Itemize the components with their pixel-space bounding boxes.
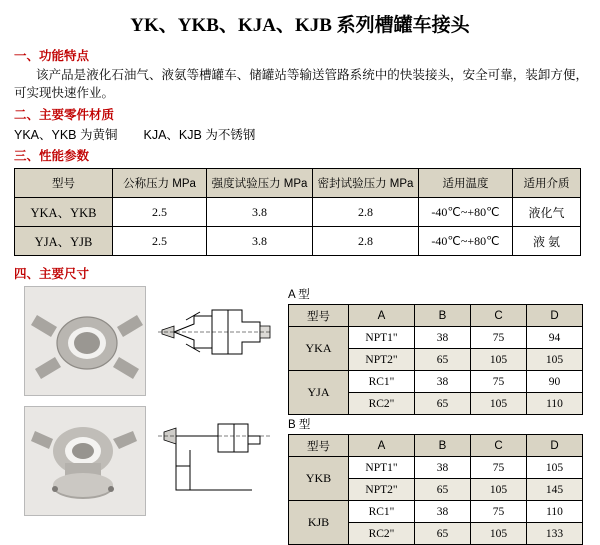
product-photo-a [24, 286, 146, 396]
dimA-r1-b: 65 [415, 349, 471, 371]
dimension-table-a [288, 304, 583, 415]
dimA-r3-a: RC2" [349, 393, 415, 415]
table-header-row [15, 169, 581, 198]
table-row [15, 227, 581, 256]
material-left: YKA、YKB 为黄铜 [14, 128, 118, 143]
dimA-r1-d: 105 [527, 349, 583, 371]
performance-table [14, 168, 581, 256]
dimA-r1-c: 105 [471, 349, 527, 371]
dimB-r0-a: NPT1" [349, 457, 415, 479]
dimension-block-b [288, 416, 583, 545]
dimension-table-b [288, 434, 583, 545]
table-row [15, 198, 581, 227]
perf-r1-c2: 3.8 [207, 227, 313, 256]
dimA-r2-a: RC1" [349, 371, 415, 393]
dimB-r3-b: 65 [415, 523, 471, 545]
coupling-photo-b-graphic [25, 407, 145, 515]
dimB-r2-c: 75 [471, 501, 527, 523]
dimA-model-yka: YKA [289, 327, 349, 371]
dimA-col-2: B [415, 305, 471, 327]
perf-r0-c5: 液化气 [513, 198, 581, 227]
dimB-col-3: C [471, 435, 527, 457]
dimA-r3-d: 110 [527, 393, 583, 415]
perf-col-4: 适用温度 [419, 169, 513, 198]
dimB-col-1: A [349, 435, 415, 457]
page-title: YK、YKB、KJA、KJB 系列槽罐车接头 [130, 15, 470, 36]
dimB-r1-b: 65 [415, 479, 471, 501]
dimA-col-0: 型号 [289, 305, 349, 327]
section-heading-performance: 三、性能参数 [14, 149, 90, 164]
table-header-row [289, 305, 583, 327]
features-paragraph [14, 66, 588, 102]
product-drawing-b [156, 406, 274, 514]
perf-col-2: 强度试验压力 MPa [207, 169, 313, 198]
table-row [289, 327, 583, 349]
perf-r1-c3: 2.8 [313, 227, 419, 256]
table-header-row [289, 435, 583, 457]
dimA-r2-b: 38 [415, 371, 471, 393]
perf-r0-c1: 2.5 [113, 198, 207, 227]
product-drawing-a [156, 286, 274, 394]
perf-r1-c4: -40℃~+80℃ [419, 227, 513, 256]
dimB-model-kjb: KJB [289, 501, 349, 545]
dimA-model-yja: YJA [289, 371, 349, 415]
perf-col-5: 适用介质 [513, 169, 581, 198]
dimA-r1-a: NPT2" [349, 349, 415, 371]
dimB-r2-d: 110 [527, 501, 583, 523]
dimB-r0-d: 105 [527, 457, 583, 479]
coupling-drawing-a-graphic [156, 286, 274, 394]
features-text: 该产品是液化石油气、液氨等槽罐车、储罐站等输送管路系统中的快装接头，安全可靠，装卸方便，可实现快速作业。 [14, 68, 588, 101]
section-heading-material: 二、主要零件材质 [14, 108, 115, 123]
dimA-r3-b: 65 [415, 393, 471, 415]
dimB-r2-b: 38 [415, 501, 471, 523]
dimA-r0-d: 94 [527, 327, 583, 349]
perf-col-0: 型号 [15, 169, 113, 198]
product-photo-b [24, 406, 146, 516]
coupling-drawing-b-graphic [156, 406, 274, 514]
table-row [289, 457, 583, 479]
dimA-r3-c: 105 [471, 393, 527, 415]
dimA-col-1: A [349, 305, 415, 327]
dimB-r2-a: RC1" [349, 501, 415, 523]
dimension-caption-a: A 型 [288, 289, 310, 302]
section-heading-dimensions: 四、主要尺寸 [14, 267, 90, 282]
dimB-col-0: 型号 [289, 435, 349, 457]
dimB-r3-a: RC2" [349, 523, 415, 545]
dimB-r3-d: 133 [527, 523, 583, 545]
perf-r1-c0: YJA、YJB [15, 227, 113, 256]
dimA-col-3: C [471, 305, 527, 327]
perf-r0-c2: 3.8 [207, 198, 313, 227]
dimA-r2-d: 90 [527, 371, 583, 393]
section-heading-features: 一、功能特点 [14, 49, 90, 63]
perf-col-3: 密封试验压力 MPa [313, 169, 419, 198]
dimB-r1-c: 105 [471, 479, 527, 501]
dimB-model-ykb: YKB [289, 457, 349, 501]
dimension-caption-b: B 型 [288, 419, 311, 432]
dimB-r3-c: 105 [471, 523, 527, 545]
table-row [289, 501, 583, 523]
dimA-r0-c: 75 [471, 327, 527, 349]
material-right: KJA、KJB 为不锈钢 [143, 128, 256, 143]
perf-r1-c5: 液 氨 [513, 227, 581, 256]
dimA-col-4: D [527, 305, 583, 327]
table-row [289, 371, 583, 393]
dimB-r0-c: 75 [471, 457, 527, 479]
dimB-r0-b: 38 [415, 457, 471, 479]
coupling-photo-a-graphic [25, 287, 145, 395]
dimA-r0-b: 38 [415, 327, 471, 349]
dimA-r0-a: NPT1" [349, 327, 415, 349]
perf-r0-c4: -40℃~+80℃ [419, 198, 513, 227]
material-line [14, 125, 600, 143]
dimB-r1-a: NPT2" [349, 479, 415, 501]
dimA-r2-c: 75 [471, 371, 527, 393]
dimension-block-a [288, 286, 583, 415]
dimB-r1-d: 145 [527, 479, 583, 501]
dimB-col-2: B [415, 435, 471, 457]
dimB-col-4: D [527, 435, 583, 457]
perf-r0-c0: YKA、YKB [15, 198, 113, 227]
dimensions-area [0, 286, 600, 540]
perf-r1-c1: 2.5 [113, 227, 207, 256]
perf-col-1: 公称压力 MPa [113, 169, 207, 198]
perf-r0-c3: 2.8 [313, 198, 419, 227]
